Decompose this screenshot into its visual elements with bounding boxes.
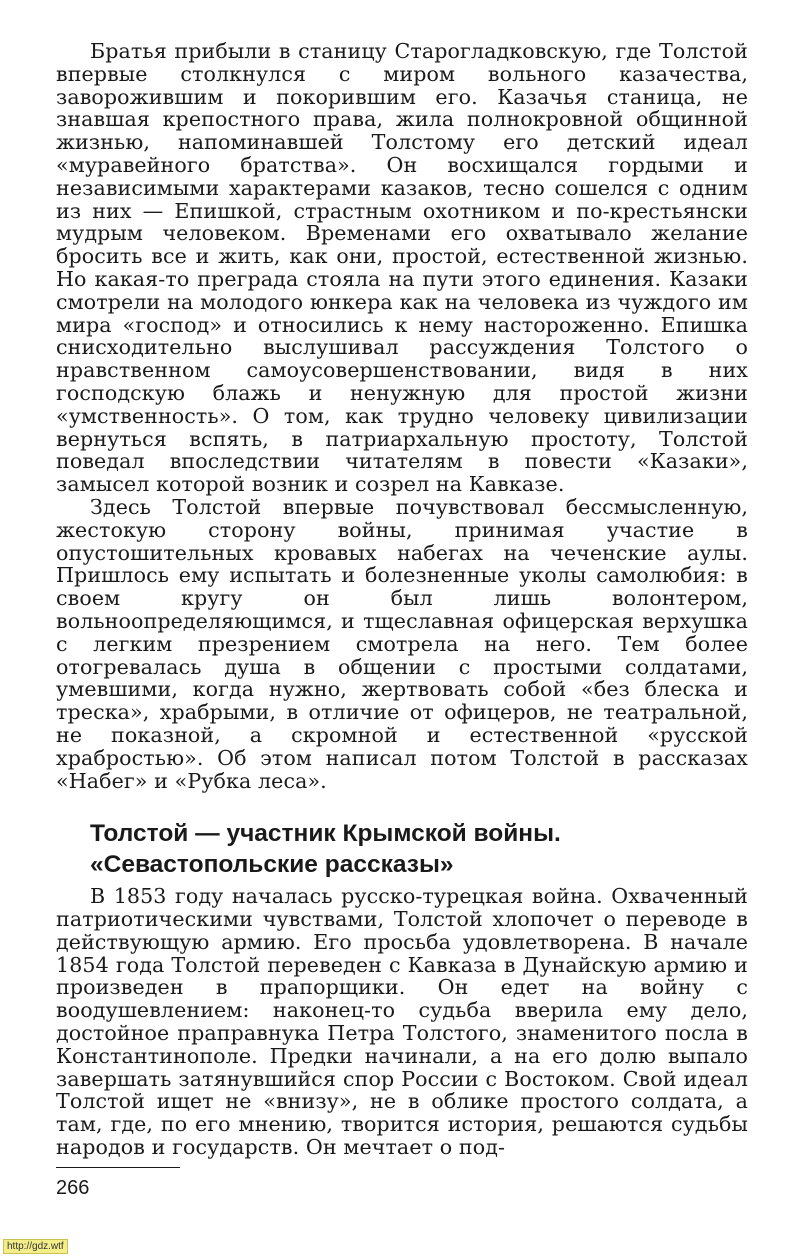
paragraph-war-caucasus: Здесь Толстой впервые почувствовал бессмысленную, жестокую сторону войны, принимая участие в опустошительных кровавых набегах на чеченские аулы. Пришлось ему испытать и болезненные уколы самолюбия: в своем кругу он был лишь волонтером, вольноопределяющимся, и тщеславная офицерская верхушка с легким презрением смотрела на него. Тем более отогревалась душа в общении с простыми солдатами, умевшими, когда нужно, жертвовать собой «без блеска и треска», храбрыми, в отличие от офицеров, не театральной, не показной, а скромной и естественной «русской храбростью». Об этом написал потом Толстой в рассказах «Набег» и «Рубка леса».	[56, 494, 748, 793]
section-heading-line-2: «Севастопольские рассказы»	[90, 851, 454, 879]
section-heading-line-1: Толстой — участник Крымской войны.	[90, 820, 561, 848]
footnote-divider	[56, 1167, 180, 1168]
paragraph-crimean-war: В 1853 году началась русско-турецкая война. Охваченный патриотическими чувствами, Толстой хлопочет о переводе в действующую армию. Его просьба удовлетворена. В начале 1854 года Толстой переведен с Кавказа в Дунайскую армию и произведен в прапорщики. Он едет на войну с воодушевлением: наконец-то судьба вверила ему дело, достойное праправнука Петра Толстого, знаменитого посла в Константинополе. Предки начинали, а на его долю выпало завершать затянувшийся спор России с Востоком. Свой идеал Толстой ищет не «внизу», не в облике простого солдата, а там, где, по его мнению, творится история, решаются судьбы народов и государств. Он мечтает о под-	[56, 884, 748, 1160]
watermark-link[interactable]: http://gdz.wtf	[3, 1239, 68, 1254]
page-number: 266	[56, 1177, 90, 1199]
section-heading	[90, 818, 748, 880]
page-body	[56, 40, 748, 1159]
paragraph-cossacks: Братья прибыли в станицу Старогладковскую, где Толстой впервые столкнулся с миром вольного казачества, заворожившим и покорившим его. Казачья станица, не знавшая крепостного права, жила полнокровной общинной жизнью, напоминавшей Толстому его детский идеал «муравейного братства». Он восхищался гордыми и независимыми характерами казаков, тесно сошелся с одним из них — Епишкой, страстным охотником и по-крестьянски мудрым человеком. Временами его охватывало желание бросить все и жить, как они, простой, естественной жизнью. Но какая-то преграда стояла на пути этого единения. Казаки смотрели на молодого юнкера как на человека из чуждого им мира «господ» и относились к нему настороженно. Епишка снисходительно выслушивал рассуждения Толстого о нравственном самоусовершенствовании, видя в них господскую блажь и ненужную для простой жизни «умственность». О том, как трудно человеку цивилизации вернуться вспять, в патриархальную простоту, Толстой поведал впоследствии читателям в повести «Казаки», замысел которой возник и созрел на Кавказе.	[56, 39, 748, 497]
